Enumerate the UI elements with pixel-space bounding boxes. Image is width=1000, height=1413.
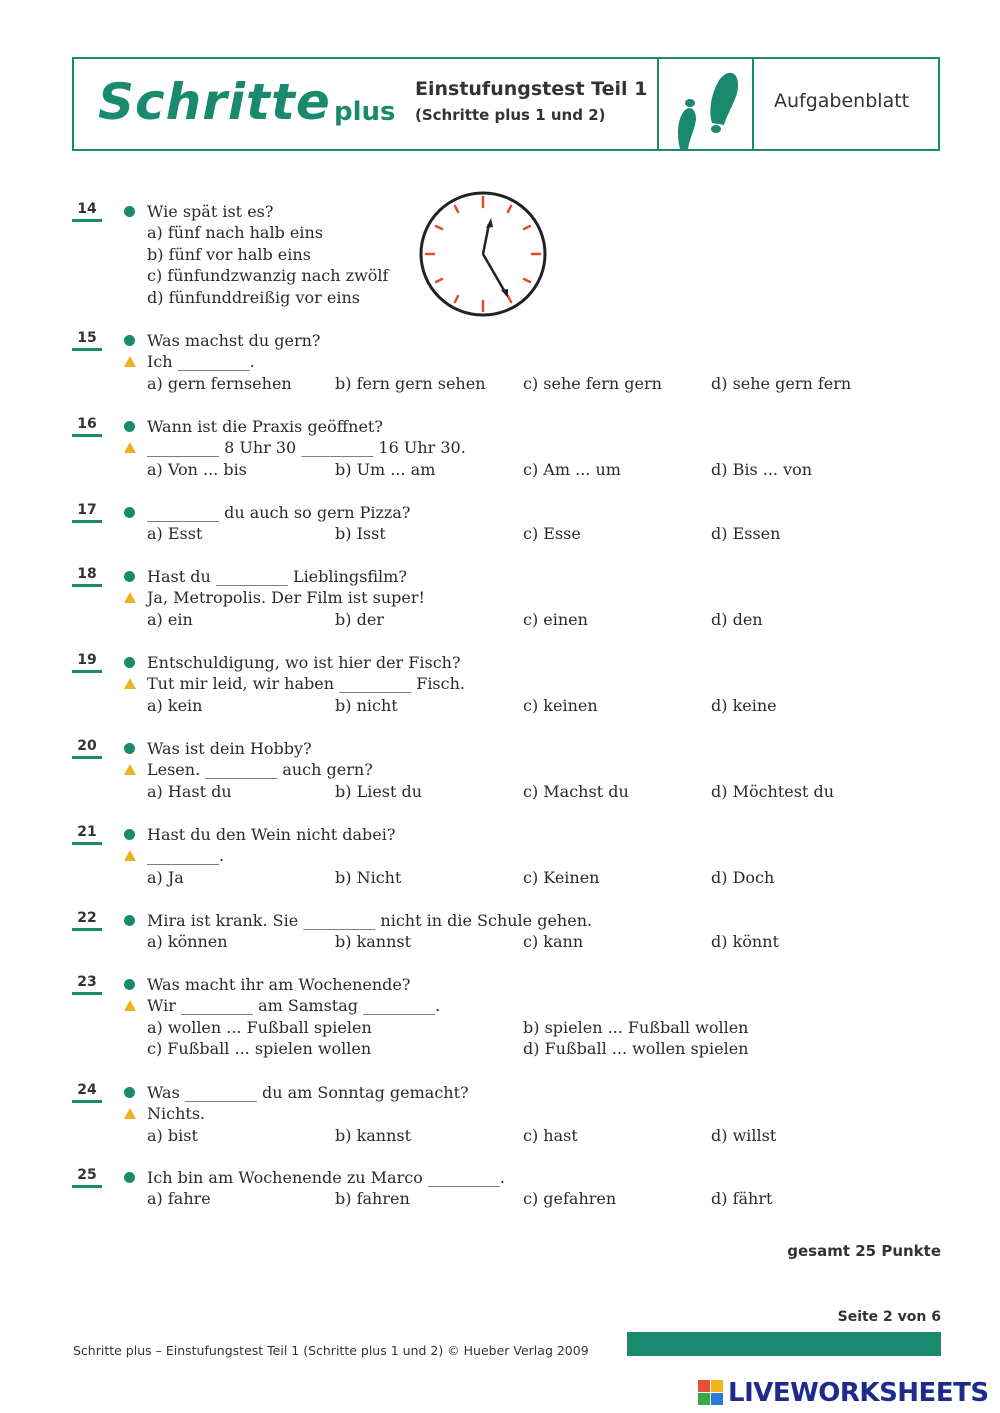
option-c[interactable]: c) keinen [523, 696, 598, 715]
option-a[interactable]: a) ein [147, 610, 193, 629]
option-b[interactable]: b) Um ... am [335, 460, 436, 479]
option-b[interactable]: b) Isst [335, 524, 386, 543]
prompt-marker [124, 206, 135, 217]
header-box [72, 57, 940, 151]
question-prompt: Was machst du gern? [147, 331, 321, 350]
option-b[interactable]: b) kannst [335, 932, 412, 951]
option-c[interactable]: c) gefahren [523, 1189, 617, 1208]
answer-marker [124, 1108, 136, 1119]
prompt-marker [124, 1087, 135, 1098]
option-a[interactable]: a) Hast du [147, 782, 232, 801]
question-prompt: Wie spät ist es? [147, 202, 274, 221]
answer-marker [124, 592, 136, 603]
option-c[interactable]: c) Am ... um [523, 460, 621, 479]
option-d[interactable]: d) Doch [711, 868, 775, 887]
option-c[interactable]: c) Fußball ... spielen wollen [147, 1039, 372, 1058]
question-number: 19 [72, 652, 102, 673]
option-b[interactable]: b) der [335, 610, 384, 629]
option-b[interactable]: b) Nicht [335, 868, 402, 887]
question-number: 14 [72, 201, 102, 222]
prompt-marker [124, 335, 135, 346]
option-d[interactable]: d) Essen [711, 524, 781, 543]
answer-line: _________ 8 Uhr 30 _________ 16 Uhr 30. [147, 438, 466, 457]
option-d[interactable]: d) keine [711, 696, 777, 715]
question-number: 23 [72, 974, 102, 995]
option-d[interactable]: d) Möchtest du [711, 782, 835, 801]
page-number: Seite 2 von 6 [837, 1309, 941, 1325]
test-title: Einstufungstest Teil 1 [415, 78, 648, 100]
option-d[interactable]: d) willst [711, 1126, 777, 1145]
answer-line: _________. [147, 846, 225, 865]
option-b[interactable]: b) fern gern sehen [335, 374, 486, 393]
header-divider [752, 59, 754, 149]
option-a[interactable]: a) Esst [147, 524, 203, 543]
option-d[interactable]: d) den [711, 610, 763, 629]
answer-line: Lesen. _________ auch gern? [147, 760, 373, 779]
option-c[interactable]: c) sehe fern gern [523, 374, 662, 393]
brand-logo: Schritte [98, 73, 331, 131]
answer-marker [124, 678, 136, 689]
question-number: 18 [72, 566, 102, 587]
option-a[interactable]: a) Von ... bis [147, 460, 247, 479]
sheet-label: Aufgabenblatt [774, 90, 910, 112]
test-subtitle: (Schritte plus 1 und 2) [415, 106, 606, 124]
option-b[interactable]: b) fahren [335, 1189, 410, 1208]
footer-bar [627, 1332, 941, 1356]
answer-marker [124, 1000, 136, 1011]
question-number: 21 [72, 824, 102, 845]
option-c[interactable]: c) Machst du [523, 782, 629, 801]
prompt-marker [124, 915, 135, 926]
question-prompt: Was macht ihr am Wochenende? [147, 975, 411, 994]
prompt-marker [124, 657, 135, 668]
clock-icon [417, 190, 549, 320]
prompt-marker [124, 743, 135, 754]
option-d[interactable]: d) Bis ... von [711, 460, 813, 479]
option-c[interactable]: c) einen [523, 610, 588, 629]
option-d[interactable]: d) fünfunddreißig vor eins [147, 288, 360, 307]
option-c[interactable]: c) kann [523, 932, 584, 951]
option-a[interactable]: a) kein [147, 696, 203, 715]
footer-copyright: Schritte plus – Einstufungstest Teil 1 (Schritte plus 1 und 2) © Hueber Verlag 2009 [73, 1343, 589, 1358]
option-d[interactable]: d) Fußball ... wollen spielen [523, 1039, 749, 1058]
option-b[interactable]: b) spielen ... Fußball wollen [523, 1018, 749, 1037]
answer-line: Wir _________ am Samstag _________. [147, 996, 441, 1015]
answer-marker [124, 442, 136, 453]
question-number: 15 [72, 330, 102, 351]
question-prompt: Mira ist krank. Sie _________ nicht in die Schule gehen. [147, 911, 593, 930]
question-number: 22 [72, 910, 102, 931]
option-c[interactable]: c) hast [523, 1126, 578, 1145]
question-prompt: Hast du den Wein nicht dabei? [147, 825, 396, 844]
question-prompt: Ich bin am Wochenende zu Marco _________. [147, 1168, 505, 1187]
prompt-marker [124, 1172, 135, 1183]
question-number: 17 [72, 502, 102, 523]
option-a[interactable]: a) wollen ... Fußball spielen [147, 1018, 372, 1037]
option-c[interactable]: c) Keinen [523, 868, 600, 887]
answer-line: Ich _________. [147, 352, 255, 371]
liveworksheets-logo-icon [698, 1380, 724, 1406]
footprints-icon [672, 63, 752, 151]
prompt-marker [124, 571, 135, 582]
question-prompt: Hast du _________ Lieblingsfilm? [147, 567, 407, 586]
answer-line: Tut mir leid, wir haben _________ Fisch. [147, 674, 465, 693]
option-c[interactable]: c) Esse [523, 524, 581, 543]
option-c[interactable]: c) fünfundzwanzig nach zwölf [147, 266, 389, 285]
answer-line: Ja, Metropolis. Der Film ist super! [147, 588, 425, 607]
prompt-marker [124, 507, 135, 518]
header-divider [657, 59, 659, 149]
question-prompt: Was _________ du am Sonntag gemacht? [147, 1083, 469, 1102]
total-points: gesamt 25 Punkte [787, 1242, 941, 1260]
prompt-marker [124, 979, 135, 990]
option-a[interactable]: a) bist [147, 1126, 198, 1145]
option-d[interactable]: d) fährt [711, 1189, 773, 1208]
liveworksheets-text: LIVEWORKSHEETS [728, 1378, 989, 1408]
option-b[interactable]: b) kannst [335, 1126, 412, 1145]
prompt-marker [124, 421, 135, 432]
question-prompt: Was ist dein Hobby? [147, 739, 312, 758]
question-number: 25 [72, 1167, 102, 1188]
question-number: 20 [72, 738, 102, 759]
option-a[interactable]: a) können [147, 932, 228, 951]
question-prompt: Entschuldigung, wo ist hier der Fisch? [147, 653, 461, 672]
answer-marker [124, 356, 136, 367]
option-a[interactable]: a) Ja [147, 868, 184, 887]
option-a[interactable]: a) fünf nach halb eins [147, 223, 323, 242]
answer-marker [124, 850, 136, 861]
question-prompt: Wann ist die Praxis geöffnet? [147, 417, 383, 436]
option-a[interactable]: a) fahre [147, 1189, 211, 1208]
option-d[interactable]: d) sehe gern fern [711, 374, 852, 393]
option-d[interactable]: d) könnt [711, 932, 779, 951]
prompt-marker [124, 829, 135, 840]
question-number: 24 [72, 1082, 102, 1103]
question-number: 16 [72, 416, 102, 437]
option-b[interactable]: b) Liest du [335, 782, 423, 801]
question-prompt: _________ du auch so gern Pizza? [147, 503, 411, 522]
option-b[interactable]: b) nicht [335, 696, 398, 715]
option-a[interactable]: a) gern fernsehen [147, 374, 292, 393]
option-b[interactable]: b) fünf vor halb eins [147, 245, 311, 264]
answer-line: Nichts. [147, 1104, 206, 1123]
brand-suffix: plus [334, 97, 396, 127]
answer-marker [124, 764, 136, 775]
